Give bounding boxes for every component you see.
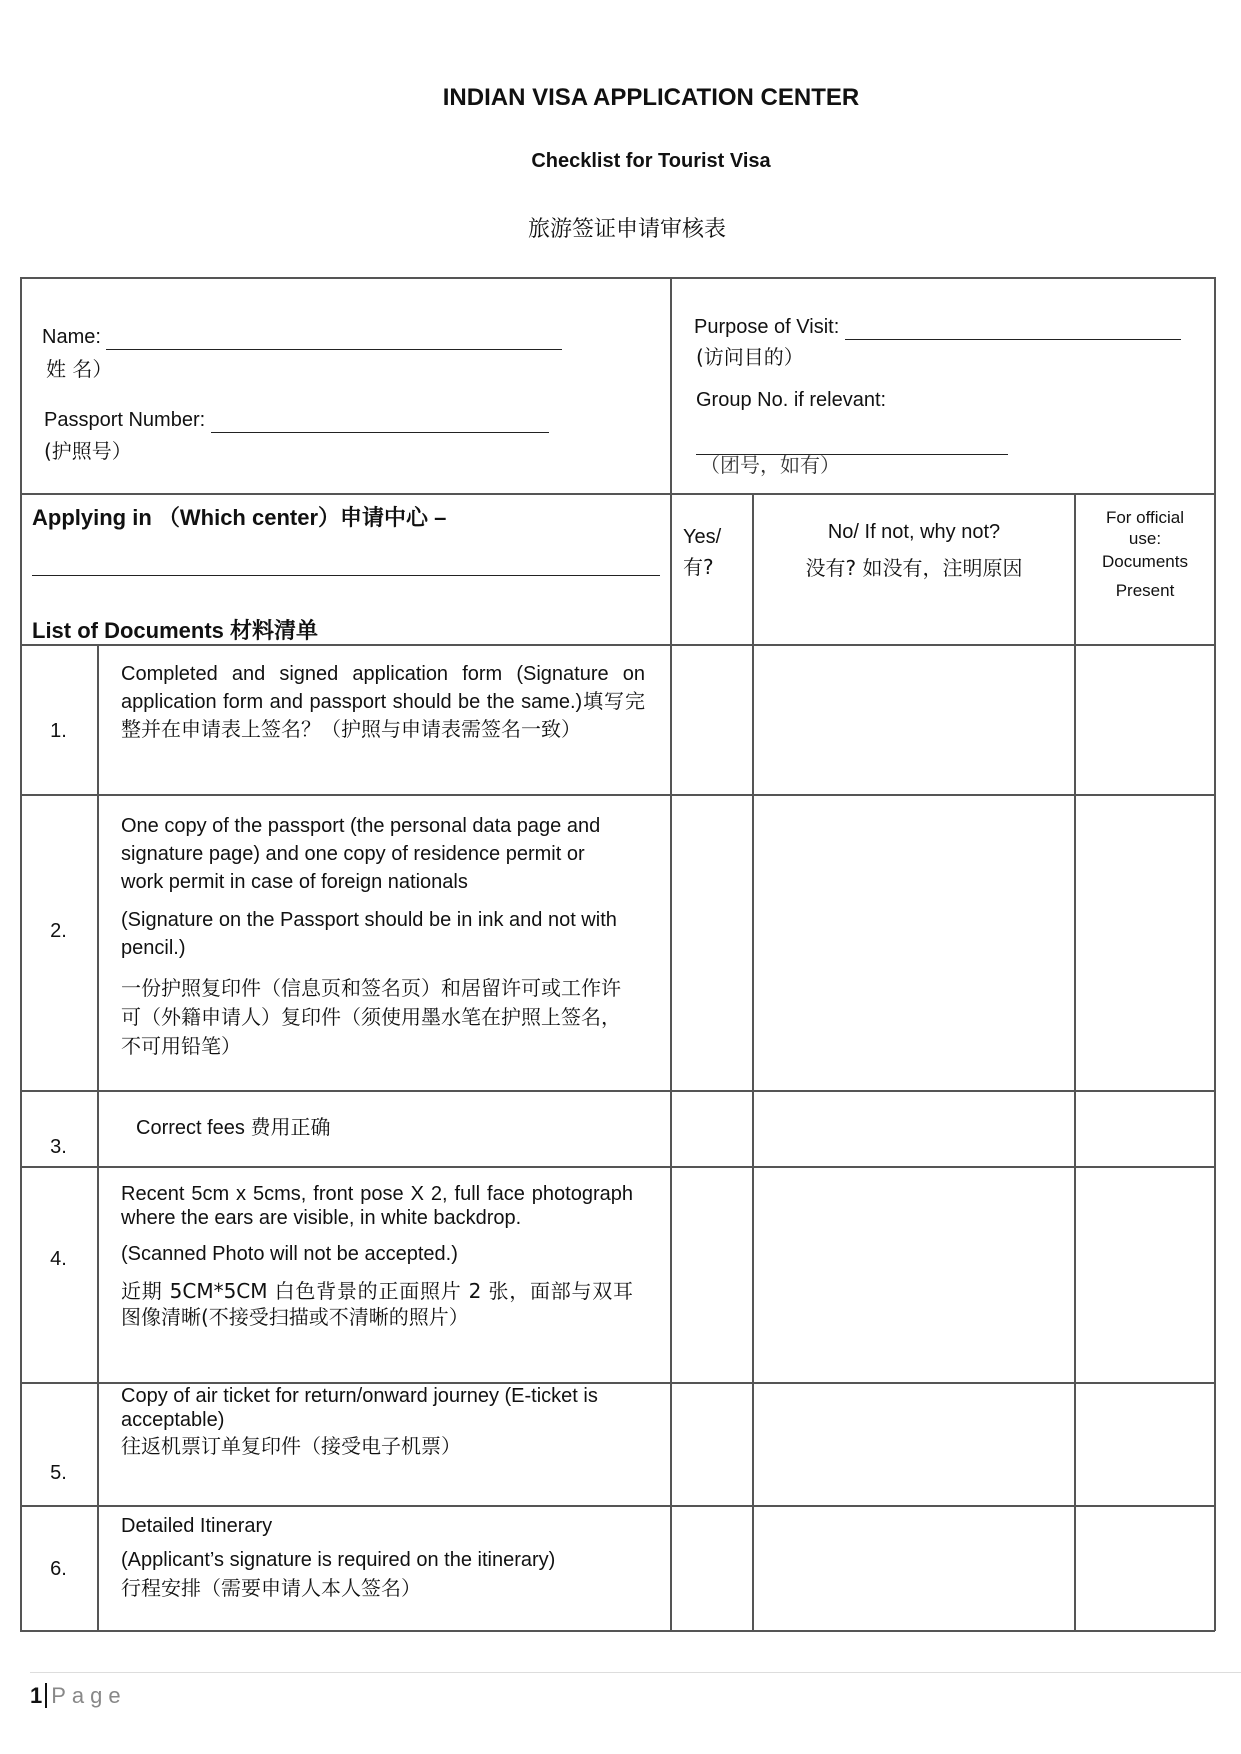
column-divider: [97, 644, 99, 1631]
official-use-line: Documents: [1102, 552, 1188, 571]
row-divider: [20, 1090, 1215, 1092]
footer-separator: [45, 1683, 47, 1708]
item-5-description: Copy of air ticket for return/onward journey (E-ticket is acceptable): [121, 1385, 598, 1431]
item-number: 3.: [50, 1136, 67, 1158]
item-2-note: (Signature on the Passport should be in ink and not with pencil.): [121, 909, 617, 959]
yes-header: Yes/: [683, 526, 722, 548]
item-5-text: [121, 1384, 621, 1458]
group-label-cn: （团号，如有）: [700, 453, 840, 477]
passport-input[interactable]: [211, 432, 549, 433]
item-4-description-cn: 近期 5CM*5CM 白色背景的正面照片 2 张，面部与双耳图像清晰(不接受扫描或不清晰的照片）: [121, 1279, 633, 1329]
official-use-line: use:: [1128, 529, 1162, 548]
item-2-description: One copy of the passport (the personal data page and signature page) and one copy of residence permit or work permit in case of foreign nationals: [121, 815, 601, 893]
table-border-right: [1214, 277, 1216, 1631]
item-4-note: (Scanned Photo will not be accepted.): [121, 1243, 458, 1265]
row-divider: [20, 794, 1215, 796]
table-border-bottom: [20, 1630, 1215, 1632]
row-divider: [20, 1505, 1215, 1507]
yes-header-cn: 有?: [683, 555, 714, 579]
name-field[interactable]: [42, 324, 562, 350]
document-subtitle: Checklist for Tourist Visa: [531, 150, 771, 172]
applying-in-label: Applying in （Which center）申请中心 –: [32, 505, 447, 530]
item-4-description: Recent 5cm x 5cms, front pose X 2, full face photograph where the ears are visible, in white backdrop.: [121, 1183, 633, 1229]
row-divider: [20, 493, 1215, 495]
document-subtitle-cn: 旅游签证申请审核表: [527, 217, 726, 242]
item-5-description-cn: 往返机票订单复印件（接受电子机票）: [121, 1434, 461, 1458]
official-use-header: [1076, 506, 1214, 606]
page-footer: [30, 1683, 127, 1709]
official-use-line: Present: [1115, 581, 1175, 600]
passport-field[interactable]: [44, 407, 549, 433]
group-label: Group No. if relevant:: [696, 389, 887, 411]
item-number: 1.: [50, 720, 67, 742]
table-border-top: [20, 277, 1215, 279]
group-input[interactable]: [696, 424, 1008, 455]
name-label-cn: 姓 名）: [46, 357, 113, 381]
footer-divider: [30, 1672, 1241, 1673]
item-number: 4.: [50, 1248, 67, 1270]
no-header-cn: 没有? 如没有，注明原因: [805, 556, 1023, 580]
item-6-text: [121, 1514, 581, 1600]
item-number: 6.: [50, 1558, 67, 1580]
purpose-label-cn: (访问目的）: [696, 345, 804, 369]
column-divider: [1074, 493, 1076, 1631]
purpose-field[interactable]: [694, 314, 1181, 340]
passport-label: Passport Number:: [44, 409, 206, 431]
passport-label-cn: (护照号）: [44, 439, 132, 463]
item-4-text: [121, 1182, 633, 1330]
name-label: Name:: [42, 326, 101, 348]
purpose-label: Purpose of Visit:: [694, 316, 840, 338]
purpose-input[interactable]: [845, 339, 1181, 340]
official-use-line: For official: [1105, 508, 1185, 527]
item-3-text: Correct fees 费用正确: [136, 1117, 331, 1139]
table-border-left: [20, 277, 22, 1631]
page-label: Page: [51, 1683, 127, 1708]
no-header: No/ If not, why not?: [827, 521, 1001, 543]
row-divider: [20, 1166, 1215, 1168]
center-input[interactable]: [32, 548, 660, 576]
item-number: 5.: [50, 1462, 67, 1484]
list-of-documents-heading: List of Documents 材料清单: [32, 618, 319, 643]
item-number: 2.: [50, 920, 67, 942]
item-6-description: Detailed Itinerary: [121, 1515, 273, 1537]
item-1-text: Completed and signed application form (Signature on application form and passport should be the same.)填写完整并在申请表上签名？（护照与申请表需签名一致）: [121, 663, 645, 741]
document-title: INDIAN VISA APPLICATION CENTER: [442, 84, 860, 111]
page-number: 1: [30, 1683, 43, 1708]
item-6-description-cn: 行程安排（需要申请人本人签名）: [121, 1576, 421, 1600]
item-6-note: (Applicant’s signature is required on the itinerary): [121, 1549, 556, 1571]
row-divider: [20, 644, 1215, 646]
name-input[interactable]: [106, 349, 562, 350]
item-2-description-cn: 一份护照复印件（信息页和签名页）和居留许可或工作许可（外籍申请人）复印件（须使用墨水笔在护照上签名，不可用铅笔）: [121, 976, 621, 1058]
column-divider: [670, 277, 672, 1631]
column-divider: [752, 493, 754, 1631]
item-2-text: [121, 812, 621, 1061]
